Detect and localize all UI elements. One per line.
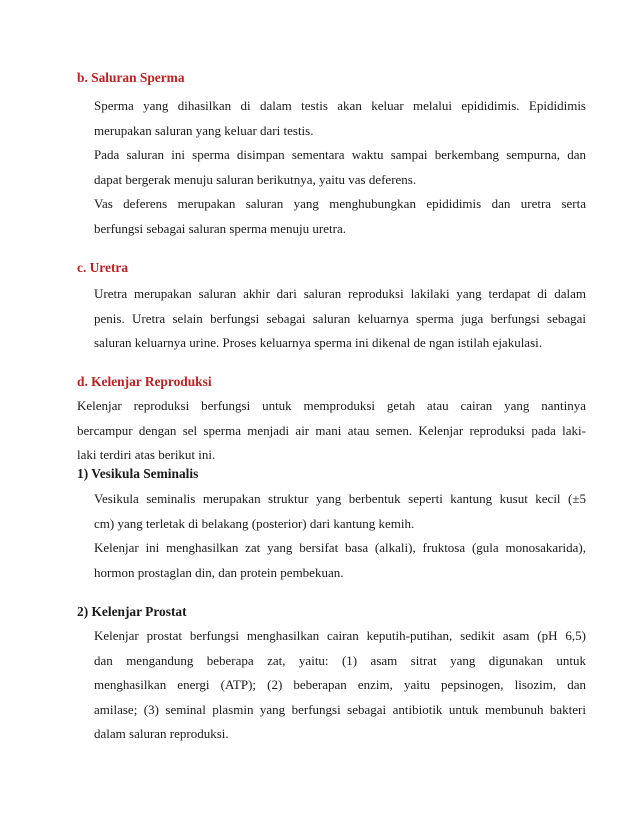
text-line: bercampur dengan sel sperma menjadi air mani atau semen. Kelenjar reproduksi pada laki- bbox=[77, 422, 586, 438]
text-line: menghasilkan energi (ATP); (2) beberapan enzim, yaitu pepsinogen, lisozim, dan bbox=[94, 677, 586, 692]
paragraph-kelenjar-prostat bbox=[94, 624, 586, 747]
text-line: dalam saluran reproduksi. bbox=[94, 726, 229, 741]
text-line: Uretra merupakan saluran akhir dari saluran reproduksi lakilaki yang terdapat di dalam bbox=[94, 286, 586, 301]
text-line: Pada saluran ini sperma disimpan sementara waktu sampai berkembang sempurna, dan bbox=[94, 147, 586, 162]
subsection-heading-vesikula-seminalis: 1) Vesikula Seminalis bbox=[77, 466, 199, 481]
text-line: merupakan saluran yang keluar dari testis. bbox=[94, 122, 314, 138]
section-heading-saluran-sperma: b. Saluran Sperma bbox=[77, 70, 185, 85]
text-line: Sperma yang dihasilkan di dalam testis akan keluar melalui epididimis. Epididimis bbox=[94, 98, 586, 113]
text-line: dapat bergerak menuju saluran berikutnya, yaitu vas deferens. bbox=[94, 171, 417, 187]
section-heading-kelenjar-reproduksi: d. Kelenjar Reproduksi bbox=[77, 374, 212, 389]
text-line: Kelenjar ini menghasilkan zat yang bersifat basa (alkali), fruktosa (gula monosakarida), bbox=[94, 540, 586, 555]
text-line: dan mengandung beberapa zat, yaitu: (1) asam sitrat yang digunakan untuk bbox=[94, 652, 586, 668]
text-line: saluran keluarnya urine. Proses keluarnya sperma ini dikenal de ngan istilah ejakulasi. bbox=[94, 335, 542, 350]
paragraph-uretra bbox=[94, 282, 586, 356]
section-heading-uretra: c. Uretra bbox=[77, 260, 129, 275]
paragraph-saluran-sperma bbox=[94, 94, 586, 241]
text-line: Kelenjar prostat berfungsi menghasilkan cairan keputih-putihan, sedikit asam (pH 6,5) bbox=[94, 628, 586, 643]
text-line: hormon prostaglan din, dan protein pembekuan. bbox=[94, 564, 344, 580]
text-line: cm) yang terletak di belakang (posterior) dari kantung kemih. bbox=[94, 515, 415, 531]
text-line: penis. Uretra selain berfungsi sebagai saluran keluarnya sperma juga berfungsi sebagai bbox=[94, 310, 586, 326]
text-line: laki terdiri atas berikut ini. bbox=[77, 447, 216, 462]
paragraph-kelenjar-reproduksi bbox=[77, 394, 586, 468]
subsection-heading-kelenjar-prostat: 2) Kelenjar Prostat bbox=[77, 604, 187, 619]
paragraph-vesikula-seminalis bbox=[94, 487, 586, 585]
text-line: Kelenjar reproduksi berfungsi untuk memproduksi getah atau cairan yang nantinya bbox=[77, 398, 586, 413]
text-line: berfungsi sebagai saluran sperma menuju uretra. bbox=[94, 220, 346, 236]
text-line: Vas deferens merupakan saluran yang menghubungkan epididimis dan uretra serta bbox=[94, 196, 586, 211]
text-line: Vesikula seminalis merupakan struktur yang berbentuk seperti kantung kusut kecil (±5 bbox=[94, 491, 586, 506]
text-line: amilase; (3) seminal plasmin yang berfungsi sebagai antibiotik untuk membunuh bakteri bbox=[94, 701, 586, 717]
